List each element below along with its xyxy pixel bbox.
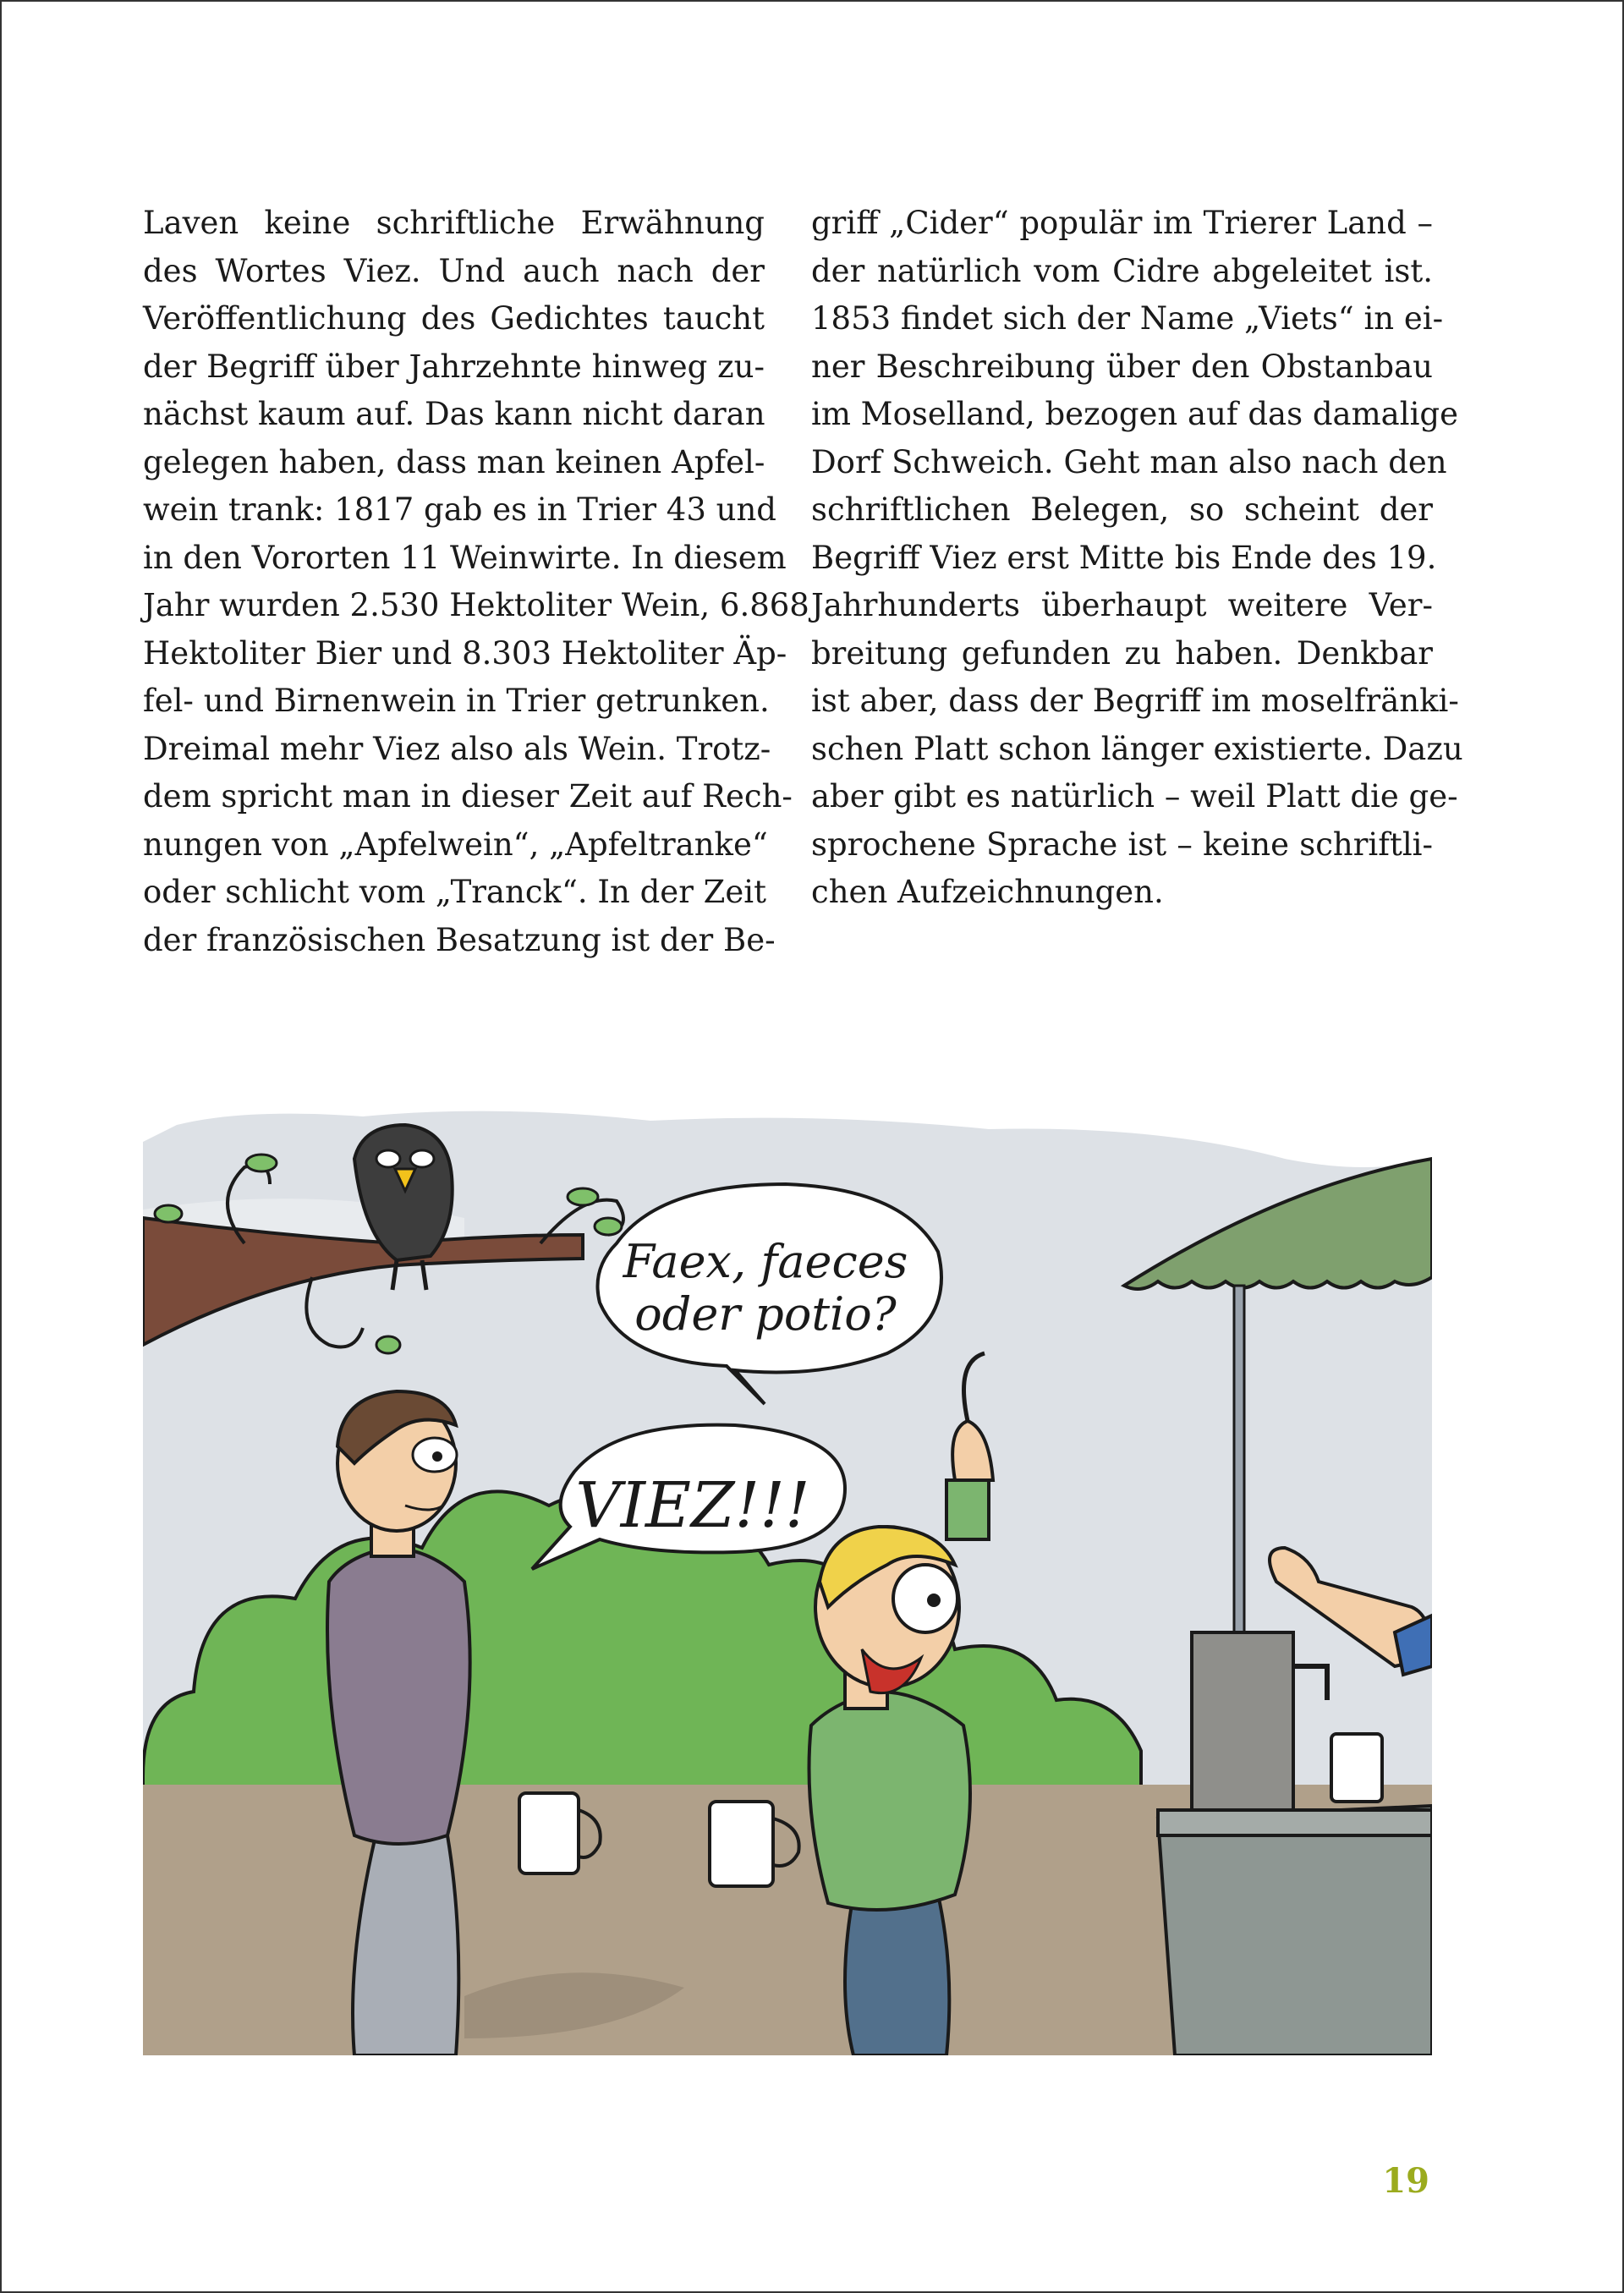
text-line: der natürlich vom Cidre abgeleitet ist. — [811, 252, 1433, 289]
text-line: 1853 findet sich der Name „Viets“ in ei- — [811, 300, 1444, 337]
text-line: schriftlichen Belegen, so scheint der — [811, 491, 1433, 528]
text-line: gelegen haben, dass man keinen Apfel- — [143, 443, 765, 480]
text-line: in den Vororten 11 Weinwirte. In diesem — [143, 539, 787, 576]
text-line: Hektoliter Bier und 8.303 Hektoliter Äp- — [143, 634, 787, 672]
text-column-right — [811, 200, 1463, 917]
text-line: Jahrhunderts überhaupt weitere Ver- — [811, 587, 1433, 623]
speech-bubble-bottom-text: VIEZ!!! — [575, 1469, 810, 1542]
text-line: aber gibt es natürlich – weil Platt die ge- — [811, 778, 1458, 815]
text-column-left — [143, 200, 809, 964]
text-line: nungen von „Apfelwein“, „Apfeltranke“ — [143, 826, 768, 863]
speech-bubble-top-line-2: oder potio? — [634, 1287, 897, 1341]
text-line: schen Platt schon länger existierte. Dazu — [811, 730, 1463, 767]
text-line: chen Aufzeichnungen. — [811, 874, 1164, 910]
text-line: Dorf Schweich. Geht man also nach den — [811, 443, 1447, 480]
text-line: Dreimal mehr Viez also als Wein. Trotz- — [143, 730, 771, 767]
text-line: wein trank: 1817 gab es in Trier 43 und — [143, 491, 776, 528]
text-line: der französischen Besatzung ist der Be- — [143, 921, 776, 958]
text-line: sprochene Sprache ist – keine schriftli- — [811, 826, 1433, 863]
text-line: ner Beschreibung über den Obstanbau — [811, 348, 1433, 385]
cartoon-illustration — [143, 1108, 1432, 2055]
page-number: 19 — [1382, 2161, 1429, 2201]
text-line: Veröffentlichung des Gedichtes taucht — [143, 300, 765, 337]
text-line: im Moselland, bezogen auf das damalige — [811, 396, 1458, 432]
text-line: des Wortes Viez. Und auch nach der — [143, 252, 765, 289]
text-line: griff „Cider“ populär im Trierer Land – — [811, 205, 1433, 241]
text-line: Begriff Viez erst Mitte bis Ende des 19. — [811, 539, 1437, 576]
text-line: dem spricht man in dieser Zeit auf Rech- — [143, 778, 793, 815]
text-line: Jahr wurden 2.530 Hektoliter Wein, 6.868 — [143, 587, 809, 623]
text-line: ist aber, dass der Begriff im moselfränki- — [811, 683, 1459, 719]
text-line: fel- und Birnenwein in Trier getrunken. — [143, 683, 770, 719]
text-line: der Begriff über Jahrzehnte hinweg zu- — [143, 348, 765, 385]
text-line: Laven keine schriftliche Erwähnung — [143, 205, 765, 241]
speech-bubble-top-line-1: Faex, faeces — [623, 1235, 908, 1288]
text-line: nächst kaum auf. Das kann nicht daran — [143, 396, 765, 432]
text-line: oder schlicht vom „Tranck“. In der Zeit — [143, 874, 766, 910]
text-line: breitung gefunden zu haben. Denkbar — [811, 634, 1433, 672]
